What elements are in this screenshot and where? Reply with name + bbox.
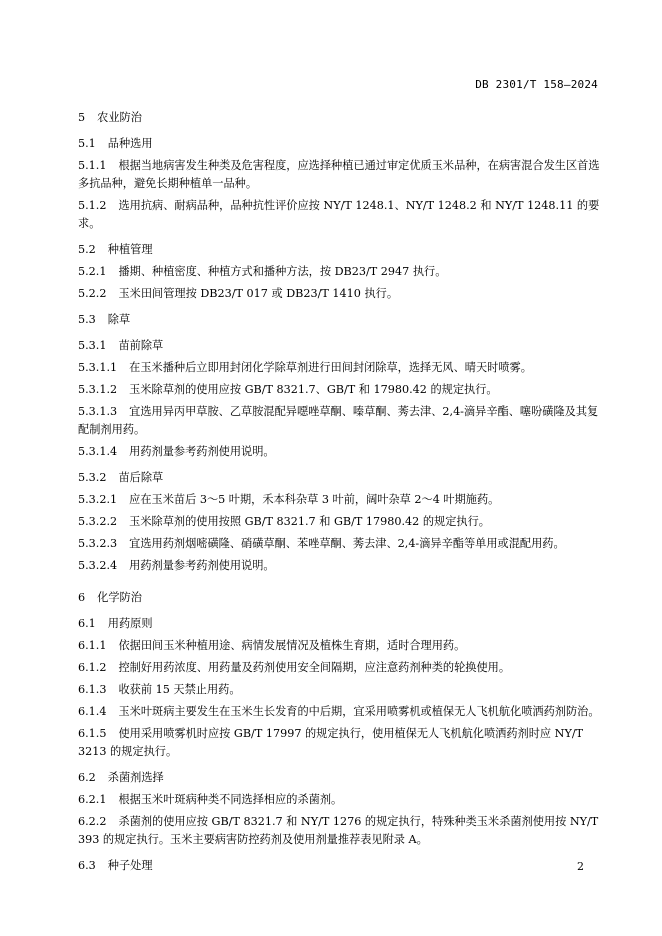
clause-number: 5.3.2.1 <box>78 493 118 506</box>
clause-text: 品种选用 <box>107 137 153 150</box>
clause-number: 6.1.3 <box>78 683 107 696</box>
section-heading <box>78 589 600 607</box>
clause-number: 5.2.1 <box>78 265 107 278</box>
clause-text: 除草 <box>107 313 131 326</box>
clause-paragraph <box>78 703 600 721</box>
subsection-heading <box>78 311 600 329</box>
clause-text: 种子处理 <box>107 859 153 872</box>
clause-paragraph <box>78 813 600 849</box>
clause-number: 6.1.1 <box>78 639 107 652</box>
clause-number: 6.1.5 <box>78 727 107 740</box>
clause-number: 6.3 <box>78 859 96 872</box>
clause-paragraph <box>78 443 600 461</box>
clause-text: 用药剂量参考药剂使用说明。 <box>129 445 275 458</box>
clause-text: 用药剂量参考药剂使用说明。 <box>129 559 275 572</box>
clause-paragraph <box>78 637 600 655</box>
clause-number: 5.1.2 <box>78 199 107 212</box>
subsection-heading <box>78 241 600 259</box>
subsubsection-heading <box>78 337 600 355</box>
clause-text: 控制好用药浓度、用药量及药剂使用安全间隔期，应注意药剂种类的轮换使用。 <box>118 661 511 674</box>
clause-number: 6.1.4 <box>78 705 107 718</box>
clause-number: 6.2.2 <box>78 815 107 828</box>
clause-paragraph <box>78 491 600 509</box>
clause-paragraph <box>78 791 600 809</box>
document-code: DB 2301/T 158—2024 <box>475 78 598 91</box>
clause-text: 选用抗病、耐病品种，品种抗性评价应按 NY/T 1248.1、NY/T 1248.2 和 NY/T 1248.11 的要求。 <box>78 199 600 230</box>
clause-text: 种植管理 <box>107 243 153 256</box>
clause-paragraph <box>78 403 600 439</box>
clause-text: 宜选用药剂烟嘧磺隆、硝磺草酮、苯唑草酮、莠去津、2,4-滴异辛酯等单用或混配用药。 <box>129 537 565 550</box>
clause-number: 6.1.2 <box>78 661 107 674</box>
clause-number: 5.3.1.4 <box>78 445 118 458</box>
clause-text: 苗后除草 <box>118 471 164 484</box>
clause-number: 5.3.1 <box>78 339 107 352</box>
clause-number: 5.2.2 <box>78 287 107 300</box>
subsubsection-heading <box>78 469 600 487</box>
clause-number: 5.3.2.3 <box>78 537 118 550</box>
clause-number: 6.2 <box>78 771 96 784</box>
page-number: 2 <box>577 860 584 873</box>
clause-text: 收获前 15 天禁止用药。 <box>118 683 241 696</box>
clause-text: 根据玉米叶斑病种类不同选择相应的杀菌剂。 <box>118 793 343 806</box>
clause-text: 化学防治 <box>97 591 142 604</box>
clause-number: 5.3.1.1 <box>78 361 118 374</box>
document-body <box>78 104 600 875</box>
clause-paragraph <box>78 381 600 399</box>
clause-text: 玉米除草剂的使用应按 GB/T 8321.7、GB/T 和 17980.42 的规定执行。 <box>129 383 498 396</box>
subsection-heading <box>78 615 600 633</box>
clause-paragraph <box>78 263 600 281</box>
clause-text: 根据当地病害发生种类及危害程度，应选择种植已通过审定优质玉米品种，在病害混合发生区首选多抗品种，避免长期种植单一品种。 <box>78 159 600 190</box>
clause-paragraph <box>78 285 600 303</box>
clause-paragraph <box>78 157 600 193</box>
clause-text: 依据田间玉米种植用途、病情发展情况及植株生育期，适时合理用药。 <box>118 639 466 652</box>
clause-paragraph <box>78 725 600 761</box>
clause-text: 玉米叶斑病主要发生在玉米生长发育的中后期，宜采用喷雾机或植保无人飞机航化喷洒药剂防治。 <box>118 705 600 718</box>
clause-number: 5.3 <box>78 313 96 326</box>
clause-paragraph <box>78 557 600 575</box>
clause-paragraph <box>78 681 600 699</box>
clause-number: 5.3.1.3 <box>78 405 118 418</box>
clause-number: 5.3.2 <box>78 471 107 484</box>
clause-paragraph <box>78 535 600 553</box>
clause-number: 5.2 <box>78 243 96 256</box>
clause-number: 5.1.1 <box>78 159 107 172</box>
clause-text: 用药原则 <box>107 617 153 630</box>
clause-number: 5.3.1.2 <box>78 383 118 396</box>
clause-text: 玉米田间管理按 DB23/T 017 或 DB23/T 1410 执行。 <box>118 287 399 300</box>
clause-text: 苗前除草 <box>118 339 164 352</box>
subsection-heading <box>78 135 600 153</box>
clause-text: 使用采用喷雾机时应按 GB/T 17997 的规定执行，使用植保无人飞机航化喷洒药剂时应 NY/T 3213 的规定执行。 <box>78 727 584 758</box>
clause-text: 农业防治 <box>97 111 142 124</box>
subsection-heading <box>78 769 600 787</box>
clause-number: 5 <box>78 111 86 124</box>
clause-paragraph <box>78 197 600 233</box>
clause-text: 在玉米播种后立即用封闭化学除草剂进行田间封闭除草，选择无风、晴天时喷雾。 <box>129 361 532 374</box>
subsection-heading <box>78 857 600 875</box>
clause-text: 播期、种植密度、种植方式和播种方法，按 DB23/T 2947 执行。 <box>118 265 447 278</box>
clause-paragraph <box>78 513 600 531</box>
clause-paragraph <box>78 359 600 377</box>
clause-number: 5.3.2.2 <box>78 515 118 528</box>
section-heading <box>78 109 600 127</box>
clause-text: 杀菌剂的使用应按 GB/T 8321.7 和 NY/T 1276 的规定执行，特殊种类玉米杀菌剂使用按 NY/T 393 的规定执行。玉米主要病害防控药剂及使用剂量推荐表见附录 A。 <box>78 815 599 846</box>
clause-text: 杀菌剂选择 <box>107 771 164 784</box>
clause-text: 宜选用异丙甲草胺、乙草胺混配异噁唑草酮、嗪草酮、莠去津、2,4-滴异辛酯、噻吩磺隆及其复配制剂用药。 <box>78 405 599 436</box>
clause-paragraph <box>78 659 600 677</box>
clause-number: 5.1 <box>78 137 96 150</box>
clause-number: 6 <box>78 591 86 604</box>
clause-number: 6.1 <box>78 617 96 630</box>
clause-number: 6.2.1 <box>78 793 107 806</box>
clause-number: 5.3.2.4 <box>78 559 118 572</box>
clause-text: 应在玉米苗后 3～5 叶期，禾本科杂草 3 叶前，阔叶杂草 2～4 叶期施药。 <box>129 493 500 506</box>
clause-text: 玉米除草剂的使用按照 GB/T 8321.7 和 GB/T 17980.42 的规定执行。 <box>129 515 490 528</box>
